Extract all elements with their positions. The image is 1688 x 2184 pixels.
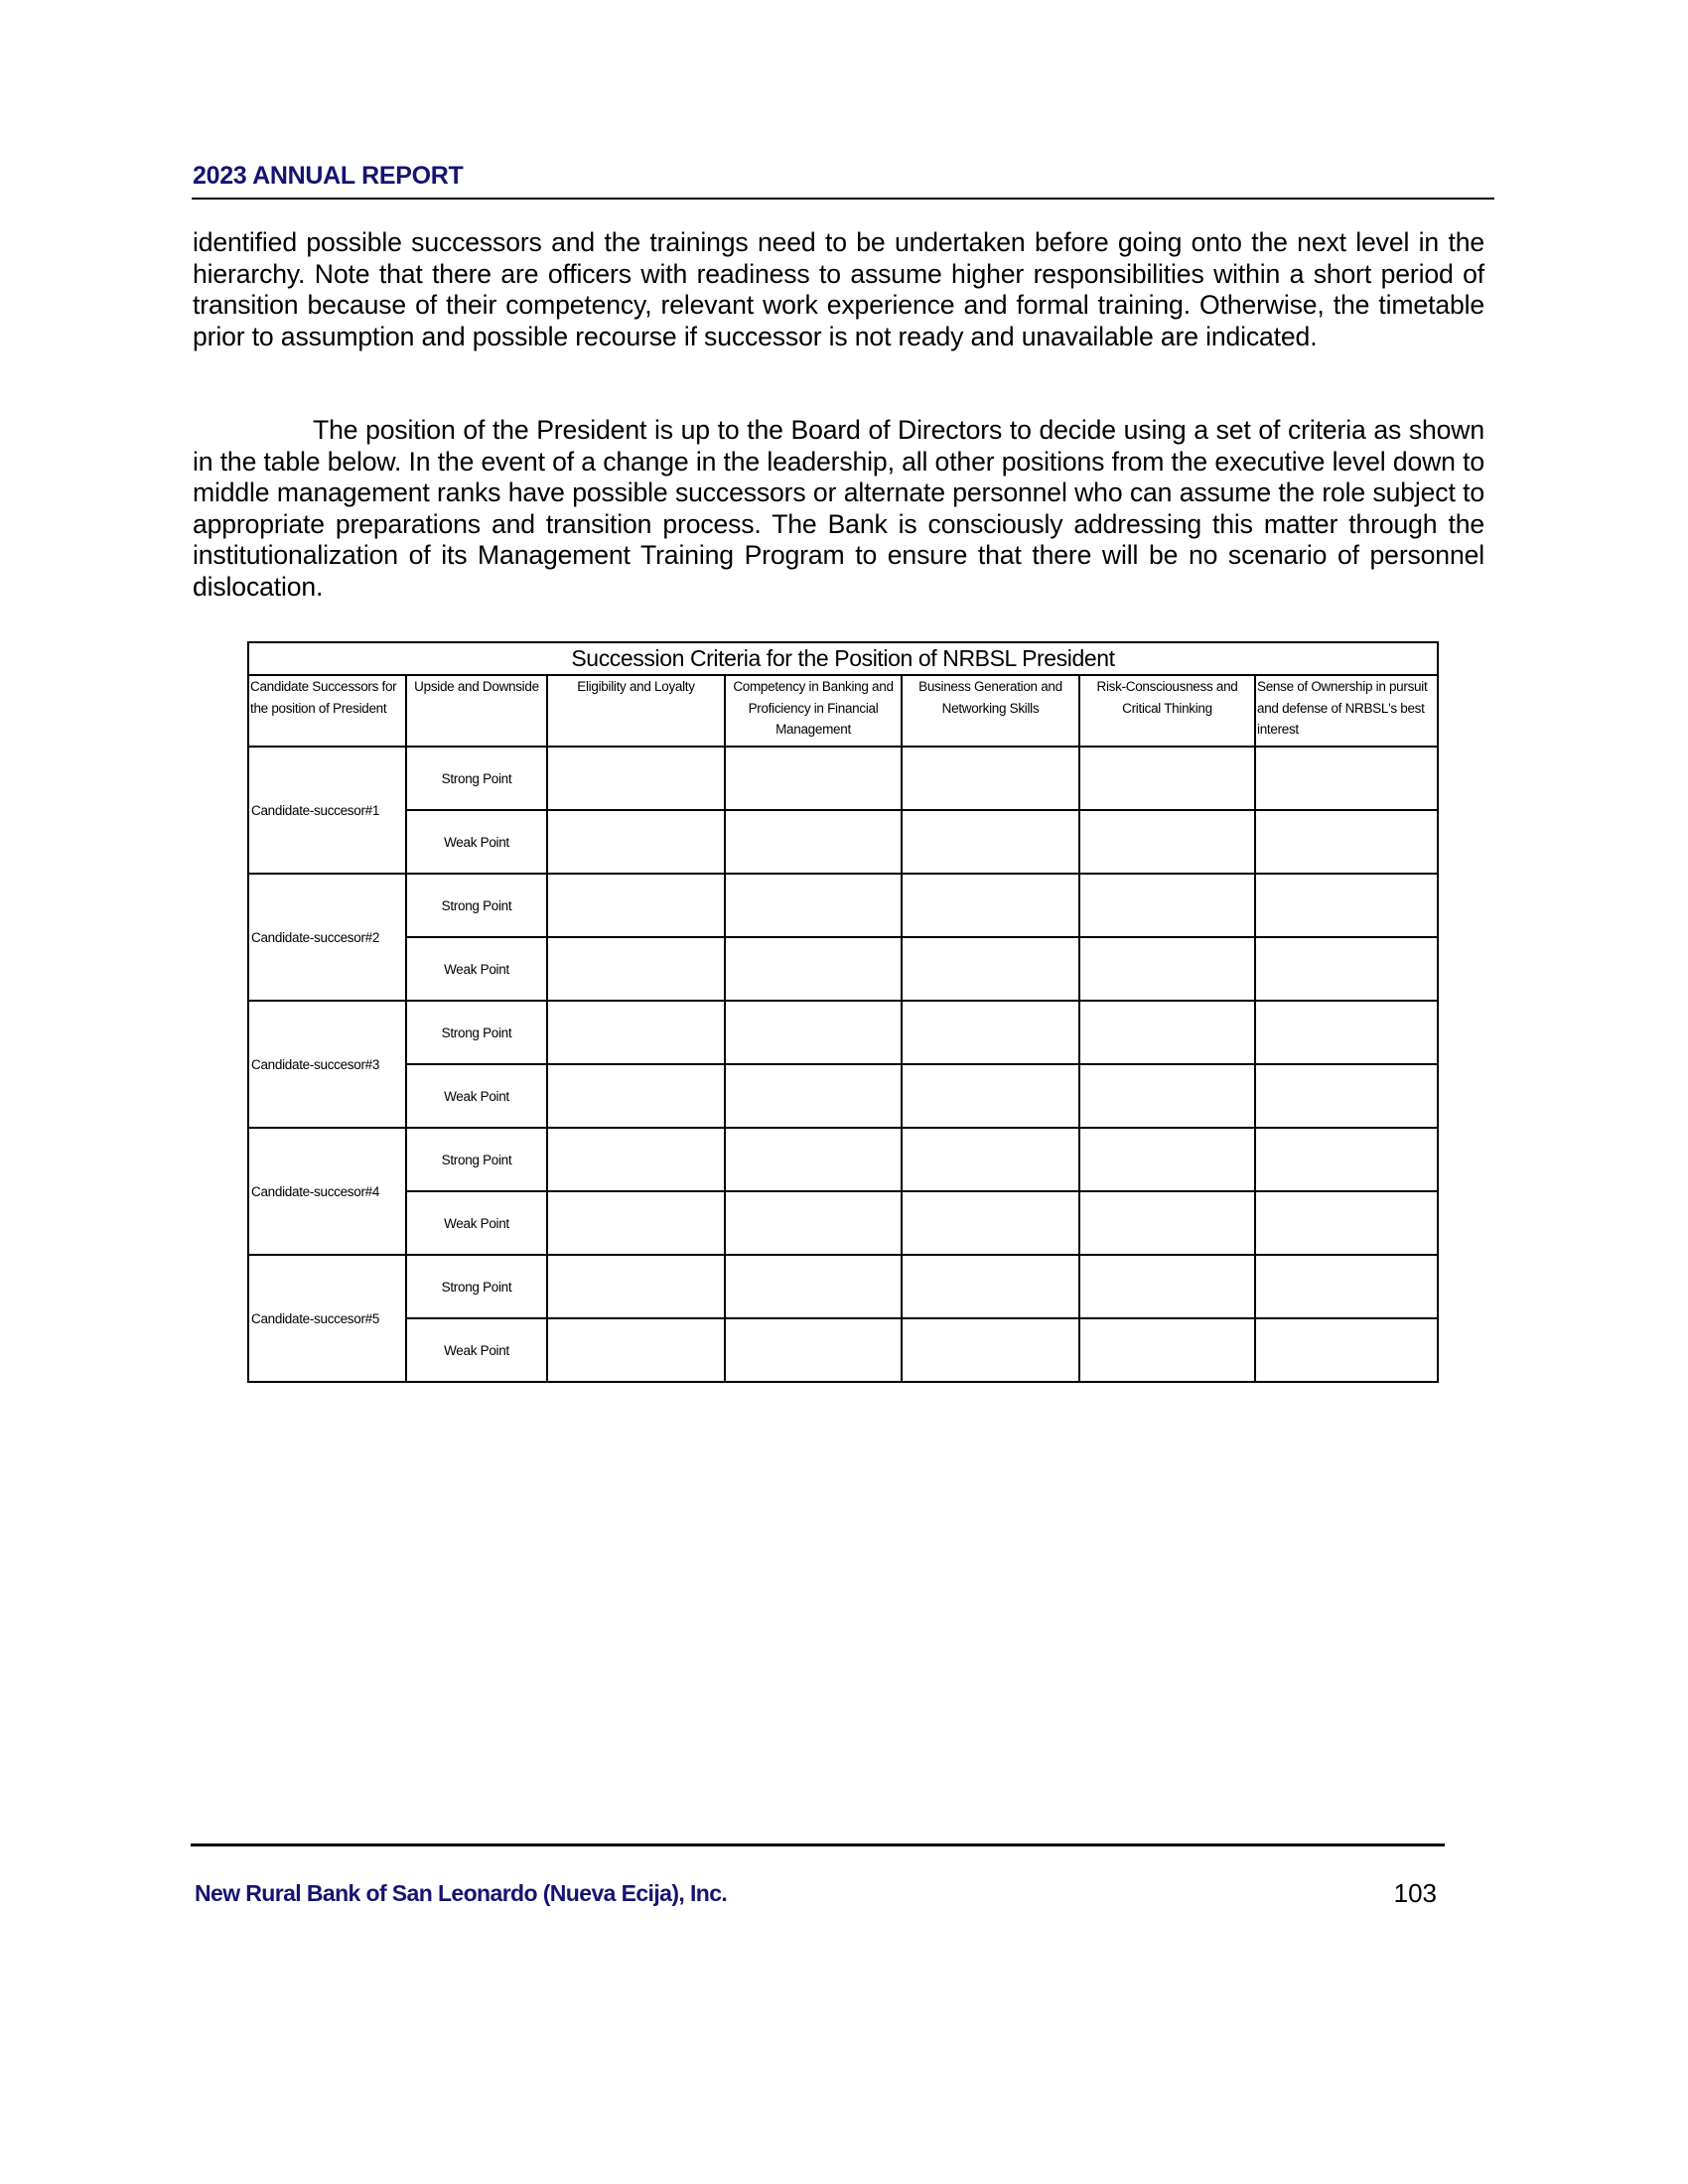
table-cell xyxy=(902,1001,1079,1064)
candidate-label: Candidate-succesor#4 xyxy=(248,1128,406,1255)
table-cell xyxy=(725,1064,902,1128)
table-cell xyxy=(902,1318,1079,1382)
running-header-title: 2023 ANNUAL REPORT xyxy=(193,162,464,190)
table-cell xyxy=(1255,747,1438,810)
table-row xyxy=(248,1128,1438,1191)
table-cell xyxy=(1079,1318,1255,1382)
column-header-sense-of-ownership: Sense of Ownership in pursuit and defense of NRBSL's best interest xyxy=(1255,675,1438,747)
table-cell xyxy=(902,874,1079,937)
header-divider xyxy=(192,198,1494,200)
table-row xyxy=(248,747,1438,810)
body-paragraph-2: The position of the President is up to the Board of Directors to decide using a set of criteria as shown in the table below. In the event of a change in the leadership, all other positions from the executive level down to middle management ranks have possible successors or alternate personnel who can assume the role subject to appropriate preparations and transition process. The Bank is consciously addressing this matter through the institutionalization of its Management Training Program to ensure that there will be no scenario of personnel dislocation. xyxy=(193,415,1484,602)
table-cell xyxy=(725,747,902,810)
table-cell xyxy=(902,937,1079,1001)
table-cell xyxy=(725,1255,902,1318)
table-cell xyxy=(1255,1064,1438,1128)
table-cell xyxy=(725,1191,902,1255)
table-cell xyxy=(547,1255,725,1318)
table-cell xyxy=(547,874,725,937)
weak-point-label: Weak Point xyxy=(406,1191,547,1255)
page-number: 103 xyxy=(1393,1878,1437,1908)
table-cell xyxy=(902,1255,1079,1318)
table-cell xyxy=(1255,810,1438,874)
column-header-upside-downside: Upside and Downside xyxy=(406,675,547,747)
strong-point-label: Strong Point xyxy=(406,1255,547,1318)
table-row xyxy=(248,810,1438,874)
weak-point-label: Weak Point xyxy=(406,937,547,1001)
body-paragraph-1: identified possible successors and the trainings need to be undertaken before going onto the next level in the hierarchy. Note that there are officers with readiness to assume higher responsibilities within a short period of transition because of their competency, relevant work experience and formal training. Otherwise, the timetable prior to assumption and possible recourse if successor is not ready and unavailable are indicated. xyxy=(193,227,1484,351)
table-row xyxy=(248,1191,1438,1255)
table-cell xyxy=(1079,874,1255,937)
table-cell xyxy=(1079,937,1255,1001)
table-cell xyxy=(1255,1255,1438,1318)
column-header-business-generation: Business Generation and Networking Skills xyxy=(902,675,1079,747)
table-cell xyxy=(1255,1128,1438,1191)
table-cell xyxy=(725,937,902,1001)
table-cell xyxy=(902,1191,1079,1255)
table-cell xyxy=(902,1128,1079,1191)
strong-point-label: Strong Point xyxy=(406,1128,547,1191)
table-row xyxy=(248,937,1438,1001)
succession-criteria-table xyxy=(247,641,1439,1383)
table-cell xyxy=(547,937,725,1001)
table-title: Succession Criteria for the Position of NRBSL President xyxy=(248,642,1438,675)
table-cell xyxy=(725,810,902,874)
strong-point-label: Strong Point xyxy=(406,874,547,937)
table-cell xyxy=(1079,747,1255,810)
table-cell xyxy=(902,1064,1079,1128)
table-cell xyxy=(1079,1191,1255,1255)
candidate-label: Candidate-succesor#5 xyxy=(248,1255,406,1382)
candidate-label: Candidate-succesor#3 xyxy=(248,1001,406,1128)
table-row xyxy=(248,1255,1438,1318)
table-row xyxy=(248,874,1438,937)
table-cell xyxy=(902,747,1079,810)
table-cell xyxy=(725,1001,902,1064)
table-cell xyxy=(1255,937,1438,1001)
footer-divider xyxy=(191,1843,1445,1846)
weak-point-label: Weak Point xyxy=(406,1064,547,1128)
table-cell xyxy=(725,1128,902,1191)
table-row xyxy=(248,1001,1438,1064)
table-row xyxy=(248,1064,1438,1128)
table-cell xyxy=(547,1064,725,1128)
column-header-risk-consciousness: Risk-Consciousness and Critical Thinking xyxy=(1079,675,1255,747)
table-cell xyxy=(1255,1001,1438,1064)
table-cell xyxy=(547,1001,725,1064)
table-cell xyxy=(1079,1064,1255,1128)
strong-point-label: Strong Point xyxy=(406,1001,547,1064)
table-cell xyxy=(547,810,725,874)
table-cell xyxy=(1255,874,1438,937)
footer-organization-name: New Rural Bank of San Leonardo (Nueva Ecija), Inc. xyxy=(195,1880,728,1906)
table-cell xyxy=(725,874,902,937)
weak-point-label: Weak Point xyxy=(406,1318,547,1382)
table-cell xyxy=(547,1191,725,1255)
table-cell xyxy=(902,810,1079,874)
table-cell xyxy=(725,1318,902,1382)
column-header-competency: Competency in Banking and Proficiency in Financial Management xyxy=(725,675,902,747)
table-cell xyxy=(547,1128,725,1191)
table-cell xyxy=(547,1318,725,1382)
candidate-label: Candidate-succesor#1 xyxy=(248,747,406,874)
candidate-label: Candidate-succesor#2 xyxy=(248,874,406,1001)
table-row xyxy=(248,1318,1438,1382)
table-cell xyxy=(547,747,725,810)
table-cell xyxy=(1079,1128,1255,1191)
table-cell xyxy=(1079,1001,1255,1064)
column-header-eligibility-loyalty: Eligibility and Loyalty xyxy=(547,675,725,747)
table-cell xyxy=(1255,1191,1438,1255)
strong-point-label: Strong Point xyxy=(406,747,547,810)
table-cell xyxy=(1079,1255,1255,1318)
weak-point-label: Weak Point xyxy=(406,810,547,874)
table-cell xyxy=(1079,810,1255,874)
column-header-candidate: Candidate Successors for the position of President xyxy=(248,675,406,747)
table-cell xyxy=(1255,1318,1438,1382)
